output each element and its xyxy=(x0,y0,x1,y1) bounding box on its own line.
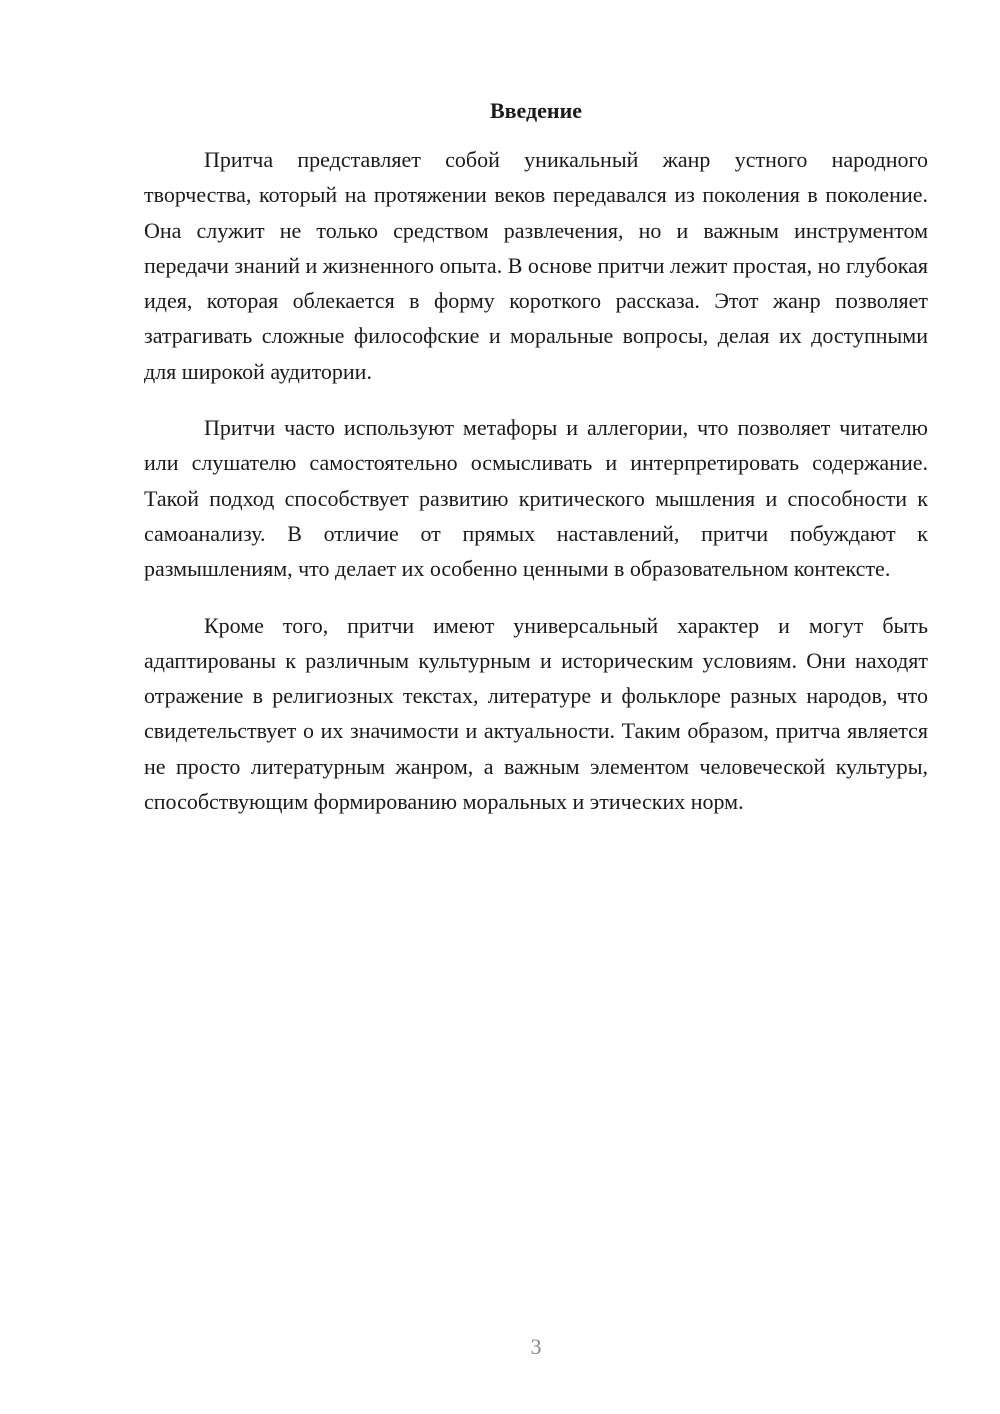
paragraph-3: Кроме того, притчи имеют универсальный характер и могут быть адаптированы к различным культурным и историческим условиям. Они находят отражение в религиозных текстах, литературе и фольклоре разных народов, что свидетельствует о их значимости и актуальности. Таким образом, притча является не просто литературным жанром, а важным элементом человеческой культуры, способствующим формированию моральных и этических норм. xyxy=(144,612,928,815)
page-number: 3 xyxy=(530,1334,542,1359)
page-content xyxy=(144,96,928,840)
paragraph-1: Притча представляет собой уникальный жанр устного народного творчества, который на протяжении веков передавался из поколения в поколение. Она служит не только средством развлечения, но и важным инструментом передачи знаний и жизненного опыта. В основе притчи лежит простая, но глубокая идея, которая облекается в форму короткого рассказа. Этот жанр позволяет затрагивать сложные философские и моральные вопросы, делая их доступными для широкой аудитории. xyxy=(144,147,928,384)
paragraph-2: Притчи часто используют метафоры и аллегории, что позволяет читателю или слушателю самостоятельно осмысливать и интерпретировать содержание. Такой подход способствует развитию критического мышления и способности к самоанализу. В отличие от прямых наставлений, притчи побуждают к размышлениям, что делает их особенно ценными в образовательном контексте. xyxy=(144,415,928,582)
section-title: Введение xyxy=(489,98,583,123)
